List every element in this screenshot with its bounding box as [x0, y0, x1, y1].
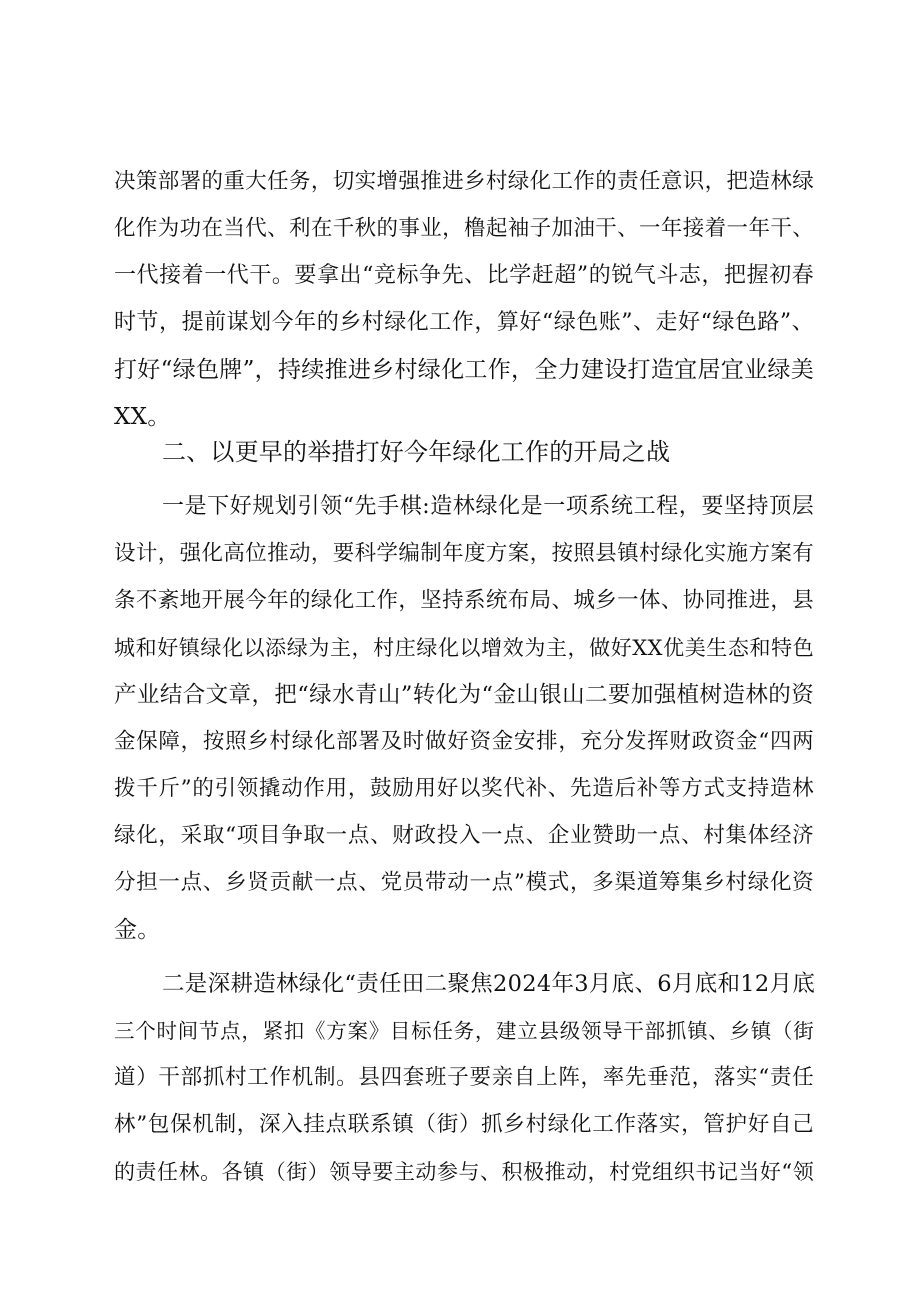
para1-line-4: 时节，提前谋划今年的乡村绿化工作，算好“绿色账”、走好“绿色路”、 — [114, 310, 814, 335]
section-heading: 二、以更早的举措打好今年绿化工作的开局之战 — [162, 438, 671, 466]
para3-line-2: 三个时间节点，紧扣《方案》目标任务，建立县级领导干部抓镇、乡镇（街 — [114, 1019, 814, 1043]
para3-line-5: 的责任林。各镇（街）领导要主动参与、积极推动，村党组织书记当好“领 — [114, 1160, 814, 1184]
para2-line-8: 绿化，采取“项目争取一点、财政投入一点、企业赞助一点、村集体经济 — [114, 823, 814, 848]
para2-line-7: 拨千斤”的引领撬动作用，鼓励用好以奖代补、先造后补等方式支持造林 — [114, 776, 814, 801]
para2-line-3: 条不紊地开展今年的绿化工作，坚持系统布局、城乡一体、协同推进，县 — [114, 588, 814, 613]
para1-line-2: 化作为功在当代、利在千秋的事业，橹起袖子加油干、一年接着一年干、 — [114, 216, 814, 241]
para1-line-6: XX。 — [114, 404, 171, 430]
para3-line-1: 二是深耕造林绿化“责任田二聚焦2024年3月底、6月底和12月底 — [162, 971, 816, 997]
para1-line-1: 决策部署的重大任务，切实增强推进乡村绿化工作的责任意识，把造林绿 — [114, 169, 814, 194]
para2-line-6: 金保障，按照乡村绿化部署及时做好资金安排，充分发挥财政资金“四两 — [114, 729, 814, 754]
para2-line-9: 分担一点、乡贤贡献一点、党员带动一点”模式，多渠道筹集乡村绿化资 — [114, 870, 814, 895]
para2-line-2: 设计，强化高位推动，要科学编制年度方案，按照县镇村绿化实施方案有 — [114, 541, 814, 566]
para2-line-5: 产业结合文章，把“绿水青山”转化为“金山银山二要加强植树造林的资 — [114, 682, 814, 708]
para3-line-4: 林”包保机制，深入挂点联系镇（街）抓乡村绿化工作落实，管护好自己 — [114, 1112, 814, 1137]
para3-line-3: 道）干部抓村工作机制。县四套班子要亲自上阵，率先垂范，落实“责任 — [114, 1065, 814, 1090]
para2-line-4: 城和好镇绿化以添绿为主，村庄绿化以增效为主，做好XX优美生态和特色 — [114, 636, 814, 660]
para2-line-10: 金。 — [114, 917, 161, 943]
para2-line-1: 一是下好规划引领“先手棋:造林绿化是一项系统工程，要坚持顶层 — [162, 494, 814, 519]
para1-line-3: 一代接着一代干。要拿出“竞标争先、比学赶超”的锐气斗志，把握初春 — [114, 263, 814, 288]
para1-line-5: 打好“绿色牌”，持续推进乡村绿化工作，全力建设打造宜居宜业绿美 — [114, 357, 814, 383]
